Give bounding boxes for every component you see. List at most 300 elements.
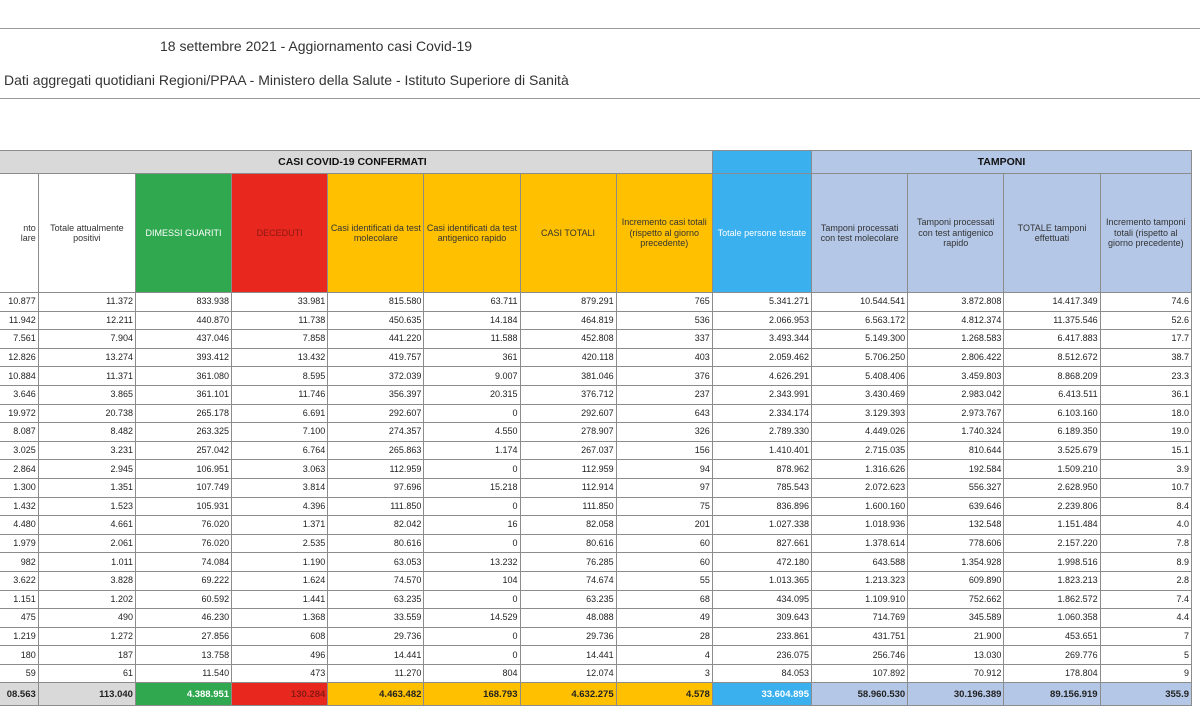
col-total-cases-cell: 112.914 — [520, 478, 616, 497]
col-total-cases-cell: 267.037 — [520, 441, 616, 460]
col-swab-increase-cell: 4.4 — [1100, 609, 1191, 628]
col-molecular-swabs-cell: 1.109.910 — [811, 590, 907, 609]
col-molecular-swabs-cell: 1.600.160 — [811, 497, 907, 516]
col-total-swabs-cell: 453.651 — [1004, 627, 1100, 646]
col-molecular-cases-cell: 14.441 — [328, 646, 424, 665]
col-recovered-cell: 105.931 — [135, 497, 231, 516]
col-case-increase-cell: 237 — [616, 385, 712, 404]
col-total-swabs-cell: 8.512.672 — [1004, 348, 1100, 367]
col-total-cases-cell: 12.074 — [520, 664, 616, 683]
col-persons-tested-cell: 2.334.174 — [712, 404, 811, 423]
col-antigen-cases-cell: 4.550 — [424, 423, 520, 442]
col-partial-label-cell: 1.151 — [0, 590, 38, 609]
col-antigen-swabs-cell: 639.646 — [908, 497, 1004, 516]
table-row — [0, 460, 1192, 479]
col-total-swabs-cell: 1.151.484 — [1004, 516, 1100, 535]
col-total-swabs-cell: 1.998.516 — [1004, 553, 1100, 572]
table-row — [0, 627, 1192, 646]
col-molecular-cases-cell: 11.270 — [328, 664, 424, 683]
col-swab-increase-cell: 7.4 — [1100, 590, 1191, 609]
col-total-swabs-cell: 178.804 — [1004, 664, 1100, 683]
col-antigen-cases-cell: 361 — [424, 348, 520, 367]
col-deceased-cell: 496 — [232, 646, 328, 665]
col-case-increase-cell: 536 — [616, 311, 712, 330]
col-current-positive-header: Totale attualmente positivi — [38, 174, 135, 293]
col-total-swabs-cell: 269.776 — [1004, 646, 1100, 665]
col-molecular-cases-cell: 63.053 — [328, 553, 424, 572]
header-bottom-rule — [0, 98, 1200, 99]
col-recovered-cell: 263.325 — [135, 423, 231, 442]
col-molecular-swabs-cell: 643.588 — [811, 553, 907, 572]
col-molecular-swabs-cell: 431.751 — [811, 627, 907, 646]
col-recovered-cell: 13.758 — [135, 646, 231, 665]
col-deceased-cell: 7.858 — [232, 330, 328, 349]
col-case-increase-total: 4.578 — [616, 683, 712, 706]
col-molecular-cases-cell: 111.850 — [328, 497, 424, 516]
col-molecular-cases-cell: 265.863 — [328, 441, 424, 460]
col-molecular-swabs-cell: 5.149.300 — [811, 330, 907, 349]
col-recovered-cell: 833.938 — [135, 293, 231, 312]
col-deceased-cell: 2.535 — [232, 534, 328, 553]
col-total-cases-cell: 82.058 — [520, 516, 616, 535]
col-molecular-cases-header: Casi identificati da test molecolare — [328, 174, 424, 293]
col-partial-label-cell: 982 — [0, 553, 38, 572]
col-molecular-cases-cell: 815.580 — [328, 293, 424, 312]
col-persons-tested-cell: 1.013.365 — [712, 571, 811, 590]
col-case-increase-cell: 643 — [616, 404, 712, 423]
col-antigen-cases-cell: 104 — [424, 571, 520, 590]
col-molecular-cases-cell: 292.607 — [328, 404, 424, 423]
col-partial-label-cell: 10.884 — [0, 367, 38, 386]
col-molecular-swabs-header: Tamponi processati con test molecolare — [811, 174, 907, 293]
col-deceased-cell: 4.396 — [232, 497, 328, 516]
col-case-increase-cell: 403 — [616, 348, 712, 367]
col-total-cases-cell: 74.674 — [520, 571, 616, 590]
col-total-swabs-cell: 1.862.572 — [1004, 590, 1100, 609]
col-molecular-swabs-cell: 4.449.026 — [811, 423, 907, 442]
col-case-increase-cell: 337 — [616, 330, 712, 349]
col-molecular-swabs-cell: 1.018.936 — [811, 516, 907, 535]
page-title: 18 settembre 2021 - Aggiornamento casi Covid-19 — [160, 38, 473, 54]
col-molecular-cases-cell: 441.220 — [328, 330, 424, 349]
col-persons-tested-cell: 472.180 — [712, 553, 811, 572]
col-total-swabs-cell: 1.509.210 — [1004, 460, 1100, 479]
col-deceased-cell: 11.738 — [232, 311, 328, 330]
col-antigen-swabs-cell: 132.548 — [908, 516, 1004, 535]
col-deceased-cell: 1.624 — [232, 571, 328, 590]
col-case-increase-cell: 60 — [616, 553, 712, 572]
col-antigen-swabs-cell: 192.584 — [908, 460, 1004, 479]
col-current-positive-cell: 2.061 — [38, 534, 135, 553]
col-recovered-cell: 74.084 — [135, 553, 231, 572]
col-total-swabs-cell: 3.525.679 — [1004, 441, 1100, 460]
col-persons-tested-cell: 836.896 — [712, 497, 811, 516]
col-case-increase-cell: 156 — [616, 441, 712, 460]
col-current-positive-cell: 13.274 — [38, 348, 135, 367]
col-current-positive-total: 113.040 — [38, 683, 135, 706]
table-row — [0, 423, 1192, 442]
col-swab-increase-cell: 9 — [1100, 664, 1191, 683]
table-row — [0, 441, 1192, 460]
col-molecular-cases-cell: 63.235 — [328, 590, 424, 609]
col-deceased-cell: 3.063 — [232, 460, 328, 479]
col-antigen-cases-cell: 20.315 — [424, 385, 520, 404]
table-row — [0, 553, 1192, 572]
col-current-positive-cell: 20.738 — [38, 404, 135, 423]
col-deceased-cell: 7.100 — [232, 423, 328, 442]
col-swab-increase-header: Incremento tamponi totali (rispetto al giorno precedente) — [1100, 174, 1191, 293]
col-persons-tested-cell: 309.643 — [712, 609, 811, 628]
col-current-positive-cell: 1.202 — [38, 590, 135, 609]
col-swab-increase-cell: 15.1 — [1100, 441, 1191, 460]
col-total-swabs-cell: 1.060.358 — [1004, 609, 1100, 628]
col-deceased-cell: 608 — [232, 627, 328, 646]
col-current-positive-cell: 3.865 — [38, 385, 135, 404]
col-total-swabs-header: TOTALE tamponi effettuati — [1004, 174, 1100, 293]
col-total-swabs-cell: 2.628.950 — [1004, 478, 1100, 497]
col-antigen-swabs-cell: 2.983.042 — [908, 385, 1004, 404]
col-antigen-cases-cell: 9.007 — [424, 367, 520, 386]
col-molecular-swabs-cell: 3.129.393 — [811, 404, 907, 423]
col-deceased-cell: 473 — [232, 664, 328, 683]
col-antigen-cases-cell: 0 — [424, 534, 520, 553]
col-partial-label-cell: 1.979 — [0, 534, 38, 553]
col-antigen-cases-cell: 14.529 — [424, 609, 520, 628]
col-swab-increase-cell: 8.9 — [1100, 553, 1191, 572]
col-partial-label-cell: 1.432 — [0, 497, 38, 516]
col-antigen-cases-cell: 0 — [424, 497, 520, 516]
col-molecular-swabs-cell: 2.715.035 — [811, 441, 907, 460]
col-current-positive-cell: 3.231 — [38, 441, 135, 460]
col-persons-tested-cell: 84.053 — [712, 664, 811, 683]
header-top-rule — [0, 28, 1200, 29]
col-persons-tested-cell: 878.962 — [712, 460, 811, 479]
col-partial-label-cell: 4.480 — [0, 516, 38, 535]
col-molecular-swabs-cell: 10.544.541 — [811, 293, 907, 312]
table-row — [0, 367, 1192, 386]
col-current-positive-cell: 490 — [38, 609, 135, 628]
col-molecular-cases-total: 4.463.482 — [328, 683, 424, 706]
col-antigen-cases-cell: 13.232 — [424, 553, 520, 572]
col-deceased-cell: 1.371 — [232, 516, 328, 535]
col-recovered-cell: 76.020 — [135, 534, 231, 553]
col-case-increase-cell: 75 — [616, 497, 712, 516]
col-total-cases-cell: 80.616 — [520, 534, 616, 553]
col-recovered-cell: 440.870 — [135, 311, 231, 330]
col-current-positive-cell: 11.372 — [38, 293, 135, 312]
col-antigen-cases-cell: 1.174 — [424, 441, 520, 460]
col-antigen-swabs-cell: 556.327 — [908, 478, 1004, 497]
col-case-increase-cell: 28 — [616, 627, 712, 646]
table-row — [0, 497, 1192, 516]
col-molecular-cases-cell: 80.616 — [328, 534, 424, 553]
col-total-cases-cell: 14.441 — [520, 646, 616, 665]
col-molecular-swabs-cell: 1.378.614 — [811, 534, 907, 553]
table-row — [0, 404, 1192, 423]
covid-data-table — [0, 150, 1192, 706]
col-deceased-cell: 13.432 — [232, 348, 328, 367]
col-deceased-header: DECEDUTI — [232, 174, 328, 293]
col-antigen-swabs-cell: 3.872.808 — [908, 293, 1004, 312]
col-persons-tested-cell: 236.075 — [712, 646, 811, 665]
col-antigen-cases-cell: 0 — [424, 627, 520, 646]
col-total-swabs-cell: 6.189.350 — [1004, 423, 1100, 442]
col-deceased-cell: 11.746 — [232, 385, 328, 404]
col-case-increase-cell: 4 — [616, 646, 712, 665]
table-row — [0, 646, 1192, 665]
col-partial-label-cell: 3.025 — [0, 441, 38, 460]
col-case-increase-cell: 765 — [616, 293, 712, 312]
col-deceased-cell: 1.190 — [232, 553, 328, 572]
col-total-swabs-cell: 6.103.160 — [1004, 404, 1100, 423]
col-recovered-cell: 437.046 — [135, 330, 231, 349]
col-recovered-cell: 46.230 — [135, 609, 231, 628]
group-swabs: TAMPONI — [811, 151, 1191, 174]
col-persons-tested-cell: 1.410.401 — [712, 441, 811, 460]
col-partial-label-cell: 1.300 — [0, 478, 38, 497]
col-total-cases-cell: 420.118 — [520, 348, 616, 367]
col-deceased-total: 130.284 — [232, 683, 328, 706]
group-header-row — [0, 151, 1192, 174]
col-molecular-swabs-cell: 3.430.469 — [811, 385, 907, 404]
col-case-increase-cell: 201 — [616, 516, 712, 535]
col-deceased-cell: 1.441 — [232, 590, 328, 609]
col-partial-label-cell: 180 — [0, 646, 38, 665]
col-antigen-swabs-cell: 345.589 — [908, 609, 1004, 628]
col-molecular-cases-cell: 372.039 — [328, 367, 424, 386]
col-antigen-cases-cell: 804 — [424, 664, 520, 683]
col-partial-label-cell: 2.864 — [0, 460, 38, 479]
group-confirmed-cases: CASI COVID-19 CONFERMATI — [0, 151, 712, 174]
col-antigen-cases-cell: 63.711 — [424, 293, 520, 312]
col-molecular-swabs-cell: 256.746 — [811, 646, 907, 665]
col-swab-increase-cell: 7 — [1100, 627, 1191, 646]
col-persons-tested-cell: 2.343.991 — [712, 385, 811, 404]
col-recovered-cell: 106.951 — [135, 460, 231, 479]
col-persons-tested-total: 33.604.895 — [712, 683, 811, 706]
col-antigen-swabs-cell: 4.812.374 — [908, 311, 1004, 330]
col-total-cases-cell: 879.291 — [520, 293, 616, 312]
col-antigen-swabs-cell: 13.030 — [908, 646, 1004, 665]
col-recovered-cell: 257.042 — [135, 441, 231, 460]
col-molecular-cases-cell: 29.736 — [328, 627, 424, 646]
col-swab-increase-cell: 10.7 — [1100, 478, 1191, 497]
table-row — [0, 516, 1192, 535]
col-antigen-swabs-cell: 778.606 — [908, 534, 1004, 553]
col-antigen-swabs-header: Tamponi processati con test antigenico rapido — [908, 174, 1004, 293]
col-partial-label-total: 08.563 — [0, 683, 38, 706]
col-current-positive-cell: 3.828 — [38, 571, 135, 590]
col-swab-increase-cell: 52.6 — [1100, 311, 1191, 330]
col-case-increase-cell: 60 — [616, 534, 712, 553]
col-total-cases-cell: 292.607 — [520, 404, 616, 423]
col-swab-increase-cell: 2.8 — [1100, 571, 1191, 590]
col-total-swabs-cell: 11.375.546 — [1004, 311, 1100, 330]
col-total-cases-cell: 381.046 — [520, 367, 616, 386]
col-swab-increase-cell: 23.3 — [1100, 367, 1191, 386]
col-molecular-swabs-cell: 5.706.250 — [811, 348, 907, 367]
table-row — [0, 571, 1192, 590]
col-current-positive-cell: 61 — [38, 664, 135, 683]
col-persons-tested-cell: 233.861 — [712, 627, 811, 646]
col-persons-tested-cell: 4.626.291 — [712, 367, 811, 386]
col-case-increase-cell: 326 — [616, 423, 712, 442]
col-swab-increase-cell: 4.0 — [1100, 516, 1191, 535]
col-partial-label-cell: 1.219 — [0, 627, 38, 646]
col-total-cases-cell: 48.088 — [520, 609, 616, 628]
col-persons-tested-header: Totale persone testate — [712, 174, 811, 293]
col-partial-label-cell: 8.087 — [0, 423, 38, 442]
col-recovered-cell: 361.101 — [135, 385, 231, 404]
group-blank-persons — [712, 151, 811, 174]
col-molecular-swabs-cell: 1.213.323 — [811, 571, 907, 590]
col-persons-tested-cell: 1.027.338 — [712, 516, 811, 535]
col-partial-label-cell: 11.942 — [0, 311, 38, 330]
col-molecular-cases-cell: 112.959 — [328, 460, 424, 479]
col-swab-increase-cell: 74.6 — [1100, 293, 1191, 312]
col-swab-increase-cell: 38.7 — [1100, 348, 1191, 367]
col-total-swabs-cell: 2.239.806 — [1004, 497, 1100, 516]
table-row — [0, 385, 1192, 404]
col-swab-increase-cell: 17.7 — [1100, 330, 1191, 349]
col-partial-label-cell: 475 — [0, 609, 38, 628]
col-current-positive-cell: 2.945 — [38, 460, 135, 479]
col-antigen-cases-cell: 11.588 — [424, 330, 520, 349]
col-molecular-cases-cell: 274.357 — [328, 423, 424, 442]
col-antigen-swabs-cell: 2.806.422 — [908, 348, 1004, 367]
col-total-swabs-cell: 2.157.220 — [1004, 534, 1100, 553]
col-current-positive-cell: 12.211 — [38, 311, 135, 330]
col-total-cases-cell: 452.808 — [520, 330, 616, 349]
col-partial-label-cell: 3.646 — [0, 385, 38, 404]
col-case-increase-cell: 68 — [616, 590, 712, 609]
col-antigen-cases-cell: 0 — [424, 460, 520, 479]
col-recovered-header: DIMESSI GUARITI — [135, 174, 231, 293]
col-deceased-cell: 3.814 — [232, 478, 328, 497]
col-antigen-swabs-total: 30.196.389 — [908, 683, 1004, 706]
table-row — [0, 534, 1192, 553]
col-total-cases-header: CASI TOTALI — [520, 174, 616, 293]
col-current-positive-cell: 1.523 — [38, 497, 135, 516]
col-antigen-swabs-cell: 3.459.803 — [908, 367, 1004, 386]
col-antigen-swabs-cell: 21.900 — [908, 627, 1004, 646]
col-molecular-cases-cell: 419.757 — [328, 348, 424, 367]
col-case-increase-header: Incremento casi totali (rispetto al giorno precedente) — [616, 174, 712, 293]
col-case-increase-cell: 49 — [616, 609, 712, 628]
col-molecular-swabs-cell: 5.408.406 — [811, 367, 907, 386]
col-current-positive-cell: 1.272 — [38, 627, 135, 646]
col-swab-increase-cell: 7.8 — [1100, 534, 1191, 553]
col-swab-increase-cell: 18.0 — [1100, 404, 1191, 423]
col-total-cases-cell: 111.850 — [520, 497, 616, 516]
col-antigen-swabs-cell: 2.973.767 — [908, 404, 1004, 423]
col-molecular-cases-cell: 82.042 — [328, 516, 424, 535]
col-total-swabs-total: 89.156.919 — [1004, 683, 1100, 706]
col-antigen-cases-cell: 0 — [424, 646, 520, 665]
col-deceased-cell: 8.595 — [232, 367, 328, 386]
col-antigen-swabs-cell: 609.890 — [908, 571, 1004, 590]
col-partial-label-cell: 19.972 — [0, 404, 38, 423]
col-molecular-cases-cell: 33.559 — [328, 609, 424, 628]
col-antigen-swabs-cell: 1.268.583 — [908, 330, 1004, 349]
col-persons-tested-cell: 434.095 — [712, 590, 811, 609]
col-swab-increase-cell: 19.0 — [1100, 423, 1191, 442]
col-total-cases-total: 4.632.275 — [520, 683, 616, 706]
col-recovered-cell: 265.178 — [135, 404, 231, 423]
col-total-cases-cell: 376.712 — [520, 385, 616, 404]
col-case-increase-cell: 97 — [616, 478, 712, 497]
col-antigen-cases-cell: 0 — [424, 404, 520, 423]
col-deceased-cell: 1.368 — [232, 609, 328, 628]
col-total-cases-cell: 112.959 — [520, 460, 616, 479]
col-persons-tested-cell: 2.789.330 — [712, 423, 811, 442]
col-deceased-cell: 6.764 — [232, 441, 328, 460]
col-molecular-swabs-cell: 107.892 — [811, 664, 907, 683]
col-total-swabs-cell: 8.868.209 — [1004, 367, 1100, 386]
col-swab-increase-total: 355.9 — [1100, 683, 1191, 706]
totals-row — [0, 683, 1192, 706]
col-molecular-cases-cell: 450.635 — [328, 311, 424, 330]
col-partial-label-cell: 59 — [0, 664, 38, 683]
col-total-cases-cell: 464.819 — [520, 311, 616, 330]
col-current-positive-cell: 1.011 — [38, 553, 135, 572]
col-swab-increase-cell: 3.9 — [1100, 460, 1191, 479]
col-partial-label-cell: 3.622 — [0, 571, 38, 590]
col-total-swabs-cell: 6.417.883 — [1004, 330, 1100, 349]
table-row — [0, 478, 1192, 497]
col-total-swabs-cell: 1.823.213 — [1004, 571, 1100, 590]
col-molecular-cases-cell: 74.570 — [328, 571, 424, 590]
col-total-cases-cell: 278.907 — [520, 423, 616, 442]
col-case-increase-cell: 376 — [616, 367, 712, 386]
col-total-swabs-cell: 6.413.511 — [1004, 385, 1100, 404]
col-antigen-swabs-cell: 752.662 — [908, 590, 1004, 609]
table-row — [0, 293, 1192, 312]
col-molecular-swabs-total: 58.960.530 — [811, 683, 907, 706]
col-molecular-swabs-cell: 6.563.172 — [811, 311, 907, 330]
col-total-cases-cell: 29.736 — [520, 627, 616, 646]
col-antigen-swabs-cell: 70.912 — [908, 664, 1004, 683]
col-swab-increase-cell: 5 — [1100, 646, 1191, 665]
col-antigen-cases-cell: 0 — [424, 590, 520, 609]
col-deceased-cell: 6.691 — [232, 404, 328, 423]
col-total-cases-cell: 76.285 — [520, 553, 616, 572]
col-swab-increase-cell: 36.1 — [1100, 385, 1191, 404]
col-current-positive-cell: 4.661 — [38, 516, 135, 535]
col-recovered-cell: 107.749 — [135, 478, 231, 497]
col-case-increase-cell: 3 — [616, 664, 712, 683]
table-row — [0, 330, 1192, 349]
col-current-positive-cell: 1.351 — [38, 478, 135, 497]
col-molecular-cases-cell: 97.696 — [328, 478, 424, 497]
col-recovered-cell: 69.222 — [135, 571, 231, 590]
col-recovered-total: 4.388.951 — [135, 683, 231, 706]
table-row — [0, 348, 1192, 367]
col-recovered-cell: 60.592 — [135, 590, 231, 609]
col-antigen-swabs-cell: 1.354.928 — [908, 553, 1004, 572]
table-row — [0, 609, 1192, 628]
col-current-positive-cell: 8.482 — [38, 423, 135, 442]
col-total-cases-cell: 63.235 — [520, 590, 616, 609]
col-molecular-swabs-cell: 714.769 — [811, 609, 907, 628]
col-case-increase-cell: 55 — [616, 571, 712, 590]
col-antigen-cases-total: 168.793 — [424, 683, 520, 706]
col-recovered-cell: 393.412 — [135, 348, 231, 367]
table-row — [0, 664, 1192, 683]
col-deceased-cell: 33.981 — [232, 293, 328, 312]
col-antigen-swabs-cell: 810.644 — [908, 441, 1004, 460]
table-row — [0, 590, 1192, 609]
